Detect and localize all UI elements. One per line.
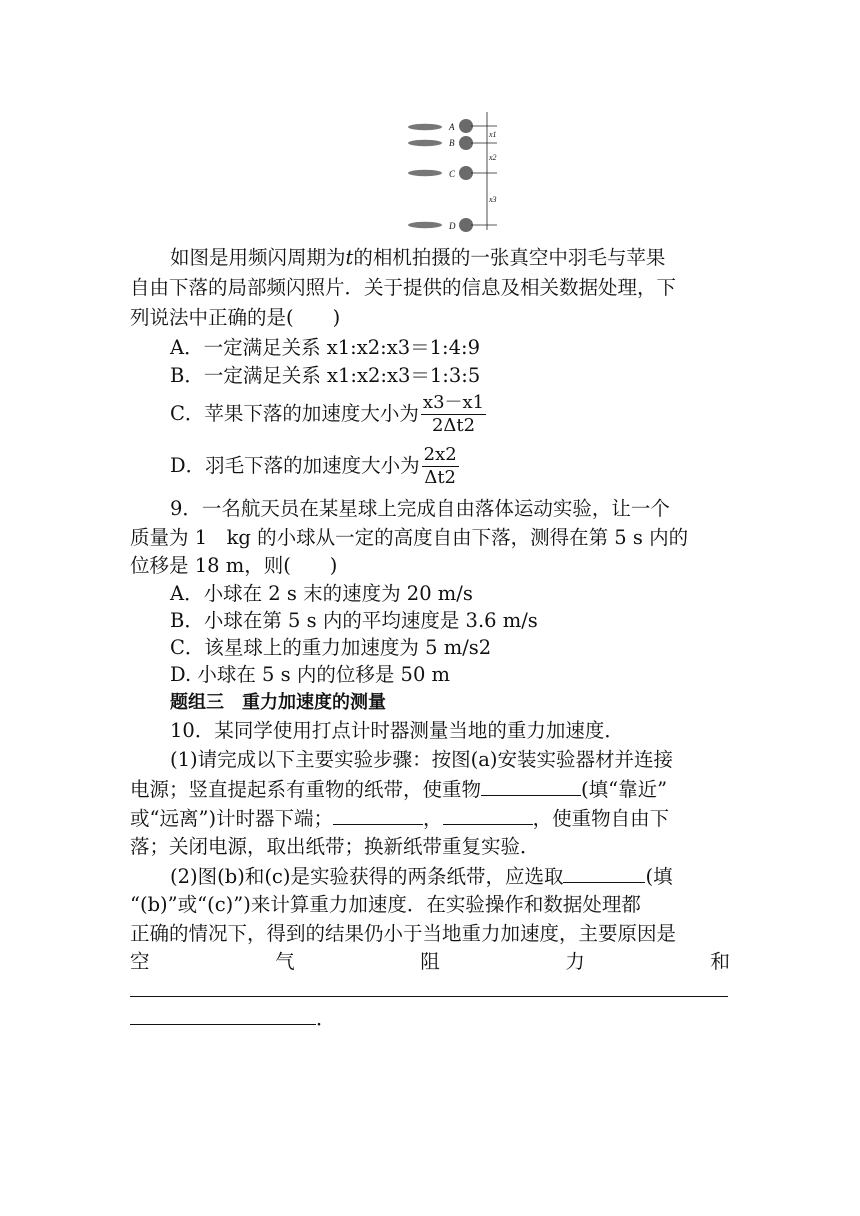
q8-option-c: [170, 390, 770, 438]
q8-option-b: B．一定满足关系 x1:x2:x3＝1:3:5: [170, 364, 481, 387]
answer-blank-2[interactable]: [333, 804, 423, 825]
q10-line4-char-5: 和: [710, 950, 730, 973]
q9-stem-line2: 质量为 1 kg 的小球从一定的高度自由下落，测得在第 5 s 内的: [130, 526, 689, 549]
q10-part1-line3-text: 或“远离”)计时器下端；: [130, 807, 334, 830]
q10-part2-line4: [130, 948, 730, 975]
figure-dim-x1: x1: [489, 130, 497, 139]
answer-blank-6[interactable]: [130, 1004, 316, 1025]
q10-part1-line1: (1)请完成以下主要实验步骤：按图(a)安装实验器材并连接: [170, 748, 673, 771]
answer-blank-1[interactable]: [481, 775, 581, 796]
strobe-photo-figure: [405, 110, 515, 235]
q10-part1-line3: [130, 804, 730, 832]
answer-blank-5[interactable]: [130, 976, 728, 997]
figure-label-b: B: [449, 138, 455, 148]
q10-part2-line5: [130, 976, 730, 1004]
q10-line4-char-4: 力: [565, 950, 585, 973]
q9-option-c: C．该星球上的重力加速度为 5 m/s2: [170, 636, 492, 659]
q10-part1-line2-end: (填“靠近”: [581, 778, 668, 801]
q10-part1-line2: [130, 775, 730, 803]
apple-icon: [459, 119, 473, 232]
group3-heading: 题组三 重力加速度的测量: [170, 692, 386, 713]
q8-option-c-fraction: [421, 392, 486, 437]
q8-option-d-numerator: 2x2: [423, 444, 457, 465]
q8-option-c-denominator: 2Δt2: [431, 415, 476, 436]
q8-option-a: A．一定满足关系 x1:x2:x3＝1:4:9: [170, 336, 480, 359]
q10-part1-line3-comma: ，: [423, 807, 443, 830]
q9-option-d: D. 小球在 5 s 内的位移是 50 m: [170, 663, 451, 686]
q8-option-c-numerator: x3－x1: [422, 392, 485, 413]
q8-stem-t: t: [345, 246, 354, 269]
q8-stem-part1: 如图是用频闪周期为: [170, 246, 346, 269]
q10-part2-line1: [170, 862, 770, 890]
q8-stem-line1: [170, 244, 770, 271]
figure-label-a: A: [449, 122, 455, 132]
q10-part2-line1-end: (填: [645, 865, 673, 888]
q8-option-d-fraction: [422, 444, 459, 489]
q10-part1-line4: 落；关闭电源，取出纸带；换新纸带重复实验．: [130, 835, 540, 858]
q10-stem: 10．某同学使用打点计时器测量当地的重力加速度．: [170, 719, 624, 742]
q9-stem-line1: 9．一名航天员在某星球上完成自由落体运动实验，让一个: [170, 497, 670, 520]
q8-stem-line2: 自由下落的局部频闪照片．关于提供的信息及相关数据处理，下: [130, 276, 677, 299]
q8-option-c-text: C．苹果下落的加速度大小为: [170, 402, 419, 425]
q9-option-a: A．小球在 2 s 末的速度为 20 m/s: [170, 582, 473, 605]
q10-part2-line6: [130, 1004, 730, 1032]
q10-part2-line1-text: (2)图(b)和(c)是实验获得的两条纸带，应选取: [170, 865, 564, 888]
q10-part2-line6-end: ．: [316, 1007, 336, 1030]
q8-stem-part2: 的相机拍摄的一张真空中羽毛与苹果: [353, 246, 666, 269]
figure-label-c: C: [449, 169, 456, 179]
q10-part1-line2-text: 电源；竖直提起系有重物的纸带，使重物: [130, 778, 482, 801]
q9-option-b: B．小球在第 5 s 内的平均速度是 3.6 m/s: [170, 609, 538, 632]
q10-line4-char-1: 空: [130, 950, 150, 973]
q8-option-d: [170, 442, 770, 490]
q8-option-d-text: D．羽毛下落的加速度大小为: [170, 454, 420, 477]
feather-icon: [408, 124, 442, 228]
figure-dim-x3: x3: [489, 195, 497, 204]
figure-label-d: D: [449, 221, 456, 231]
q10-part2-line3: 正确的情况下，得到的结果仍小于当地重力加速度，主要原因是: [130, 922, 677, 945]
answer-blank-3[interactable]: [443, 804, 533, 825]
answer-blank-4[interactable]: [563, 862, 645, 883]
q10-line4-char-3: 阻: [420, 950, 440, 973]
q10-line4-char-2: 气: [275, 950, 295, 973]
q9-stem-line3: 位移是 18 m，则( ): [130, 554, 338, 577]
q8-option-d-denominator: Δt2: [424, 467, 457, 488]
figure-dim-x2: x2: [489, 153, 497, 162]
q8-stem-line3: 列说法中正确的是( ): [130, 306, 341, 329]
q10-part1-line3-end: ，使重物自由下: [532, 807, 670, 830]
q10-part2-line2: “(b)”或“(c)”)来计算重力加速度．在实验操作和数据处理都: [130, 893, 641, 916]
